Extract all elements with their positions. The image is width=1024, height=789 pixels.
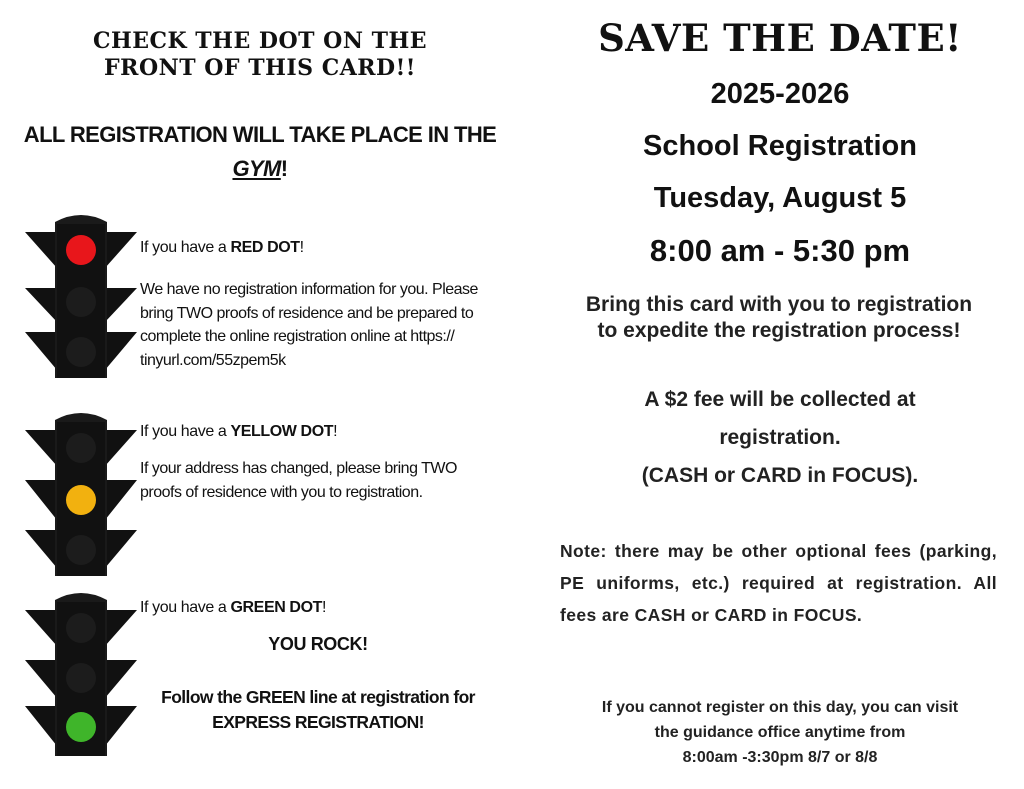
express-line1: Follow the GREEN line at registration for <box>161 687 475 707</box>
event-date: Tuesday, August 5 <box>653 182 907 214</box>
traffic-light-red-icon <box>25 210 137 380</box>
express-registration-note <box>130 685 506 735</box>
check-dot-heading-line2: FRONT OF THIS CARD!! <box>104 55 416 81</box>
yellow-dot-label: YELLOW DOT <box>230 423 334 440</box>
gym-word: GYM <box>232 156 281 181</box>
fee-line1: A $2 fee will be collected at <box>644 388 916 411</box>
you-rock-text: YOU ROCK! <box>268 634 368 654</box>
yellow-dot-title: If you have a YELLOW DOT! <box>140 423 338 440</box>
check-dot-heading <box>40 28 480 82</box>
fee-note <box>520 381 1024 495</box>
optional-fees-note: Note: there may be other optional fees (parking, PE uniforms, etc.) required at registration. All fees are CASH or CARD in FOCUS. <box>560 541 997 625</box>
fee-line2: registration. <box>719 426 841 449</box>
bring-card-line1: Bring this card with you to registration <box>585 293 973 316</box>
registration-location <box>20 118 500 186</box>
bring-card-note <box>540 292 1018 344</box>
alternate-line3: 8:00am -3:30pm 8/7 or 8/8 <box>682 749 878 766</box>
alternate-line1: If you cannot register on this day, you can visit <box>601 699 959 716</box>
yellow-dot-instructions: If your address has changed, please bring TWO proofs of residence with you to registration. <box>140 460 457 501</box>
check-dot-heading-line1: CHECK THE DOT ON THE <box>92 28 428 54</box>
alternate-line2: the guidance office anytime from <box>654 724 906 741</box>
red-dot-title: If you have a RED DOT! <box>140 239 304 256</box>
school-year: 2025-2026 <box>710 78 850 110</box>
fee-line3: (CASH or CARD in FOCUS). <box>641 464 919 487</box>
save-the-date-heading: SAVE THE DATE! <box>598 16 962 60</box>
green-dot-label: GREEN DOT <box>230 599 322 616</box>
alternate-registration-note <box>540 695 1020 770</box>
red-dot-instructions: We have no registration information for you. Please bring TWO proofs of residence and be prepared to complete the online registration online at https:// tinyurl.com/55zpem5k <box>140 281 478 369</box>
event-time: 8:00 am - 5:30 pm <box>649 233 911 268</box>
event-title: School Registration <box>643 130 917 162</box>
red-lamp <box>66 235 96 265</box>
green-dot-title: If you have a GREEN DOT! <box>140 599 327 616</box>
bring-card-line2: to expedite the registration process! <box>597 319 961 342</box>
traffic-light-green-icon <box>25 588 137 758</box>
red-dot-label: RED DOT <box>230 239 300 256</box>
green-lamp <box>66 712 96 742</box>
registration-location-line1: ALL REGISTRATION WILL TAKE PLACE IN THE <box>23 122 497 147</box>
traffic-light-yellow-icon <box>25 408 137 578</box>
yellow-lamp <box>66 485 96 515</box>
gym-exclamation: ! <box>280 156 288 181</box>
express-line2: EXPRESS REGISTRATION! <box>212 712 424 732</box>
